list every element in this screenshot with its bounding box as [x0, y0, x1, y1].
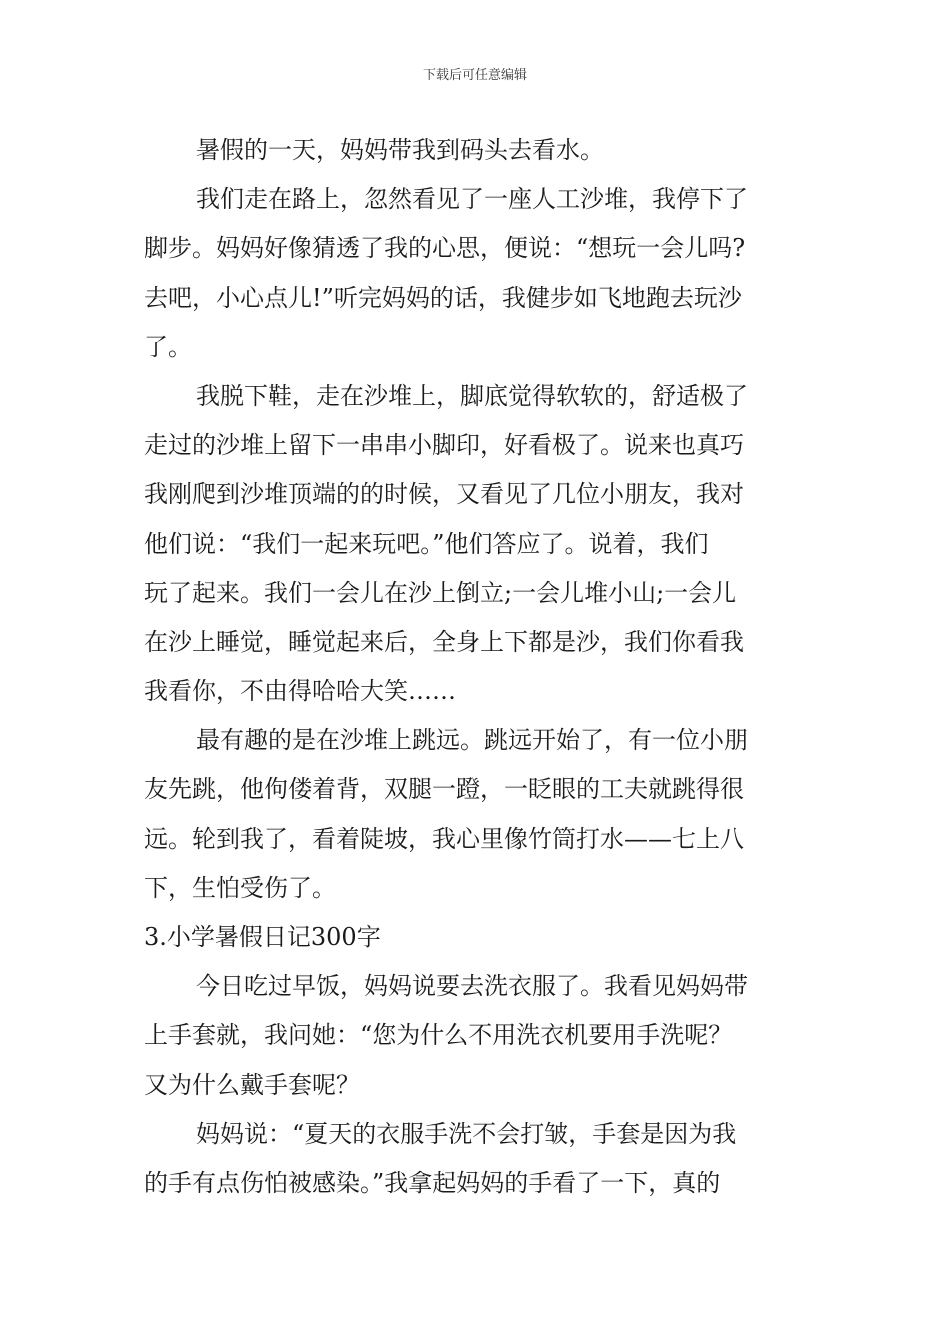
paragraph-line: 远。轮到我了，看着陡坡，我心里像竹筒打水——七上八 — [144, 824, 744, 853]
paragraph-line: 我们走在路上，忽然看见了一座人工沙堆，我停下了 — [196, 185, 748, 214]
paragraph-line: 玩了起来。我们一会儿在沙上倒立;一会儿堆小山;一会儿 — [144, 578, 737, 607]
paragraph-line: 暑假的一天，妈妈带我到码头去看水。 — [196, 136, 604, 164]
paragraph-line: 了。 — [144, 332, 192, 361]
paragraph-line: 脚步。妈妈好像猜透了我的心思，便说：“想玩一会儿吗? — [144, 234, 746, 263]
paragraph-line: 上手套就，我问她：“您为什么不用洗衣机要用手洗呢？ — [144, 1021, 733, 1050]
paragraph-line: 在沙上睡觉，睡觉起来后，全身上下都是沙，我们你看我 — [144, 627, 744, 656]
paragraph-line: 去吧，小心点儿!”听完妈妈的话，我健步如飞地跑去玩沙 — [144, 283, 742, 312]
paragraph-line: 最有趣的是在沙堆上跳远。跳远开始了，有一位小朋 — [196, 726, 748, 755]
section-heading: 3.小学暑假日记300字 — [144, 923, 381, 951]
page-header: 下载后可任意编辑 — [422, 68, 527, 83]
body-text — [144, 126, 808, 1208]
paragraph-line: 下，生怕受伤了。 — [144, 873, 336, 902]
paragraph-line: 我看你，不由得哈哈大笑…… — [144, 677, 456, 706]
paragraph-line: 的手有点伤怕被感染。”我拿起妈妈的手看了一下，真的 — [144, 1168, 721, 1197]
paragraph-line: 又为什么戴手套呢？ — [144, 1070, 360, 1099]
paragraph-line: 今日吃过早饭，妈妈说要去洗衣服了。我看见妈妈带 — [196, 972, 748, 1001]
paragraph-line: 妈妈说：“夏天的衣服手洗不会打皱，手套是因为我 — [196, 1119, 737, 1148]
paragraph-line: 走过的沙堆上留下一串串小脚印，好看极了。说来也真巧 — [144, 431, 744, 460]
paragraph-line: 他们说：“我们一起来玩吧。”他们答应了。说着，我们 — [144, 529, 709, 558]
paragraph-line: 友先跳，他佝偻着背，双腿一蹬，一眨眼的工夫就跳得很 — [144, 775, 744, 804]
paragraph-line: 我脱下鞋，走在沙堆上，脚底觉得软软的，舒适极了 — [196, 381, 748, 410]
paragraph-line: 我刚爬到沙堆顶端的的时候，又看见了几位小朋友，我对 — [144, 480, 744, 509]
